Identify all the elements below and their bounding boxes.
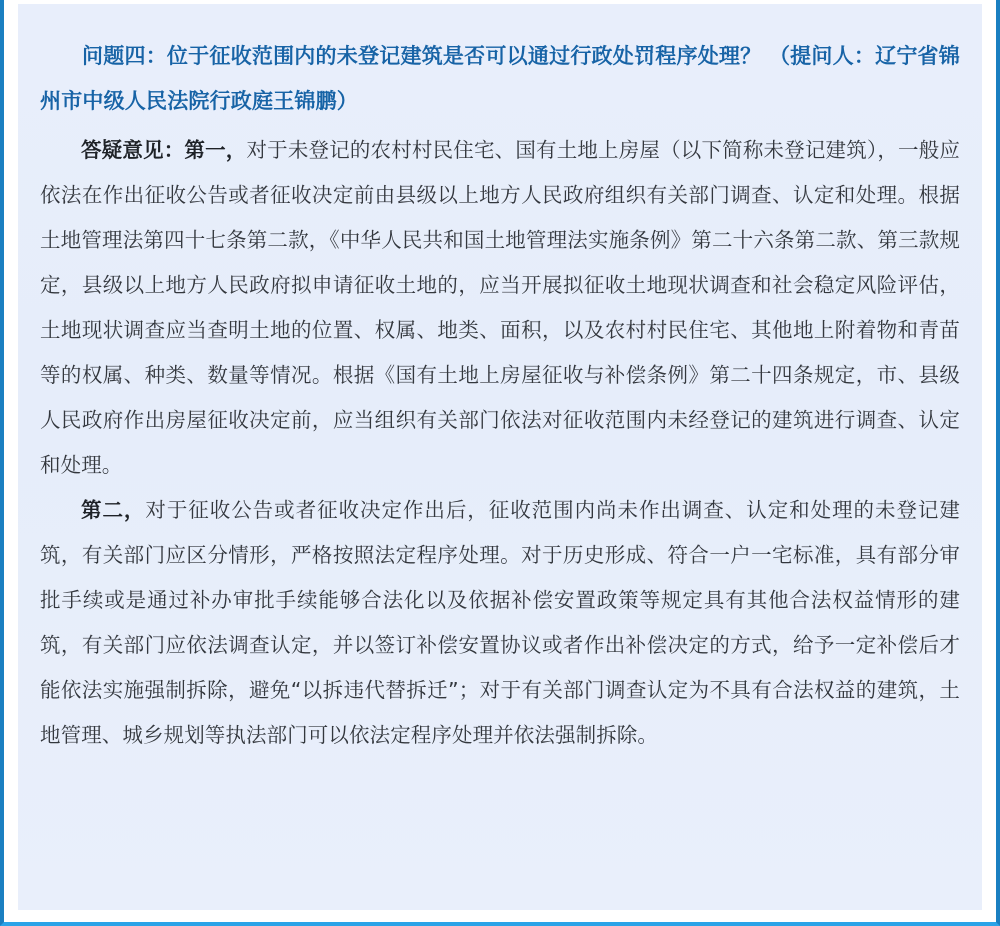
answer-paragraph-second xyxy=(40,488,960,758)
document-body xyxy=(18,4,982,768)
document-paper xyxy=(18,4,982,910)
question-heading: 问题四：位于征收范围内的未登记建筑是否可以通过行政处罚程序处理？ （提问人：辽宁省锦州市中级人民法院行政庭王锦鹏） xyxy=(40,44,960,113)
answer-paragraph-first-lead: 答疑意见：第一， xyxy=(81,138,247,162)
answer-paragraph-second-lead: 第二， xyxy=(81,498,146,522)
answer-paragraph-first xyxy=(40,128,960,488)
answer-paragraph-first-text: 对于未登记的农村村民住宅、国有土地上房屋（以下简称未登记建筑），一般应依法在作出征收公告或者征收决定前由县级以上地方人民政府组织有关部门调查、认定和处理。根据土地管理法第四十七条第二款，《中华人民共和国土地管理法实施条例》第二十六条第二款、第三款规定，县级以上地方人民政府拟申请征收土地的，应当开展拟征收土地现状调查和社会稳定风险评估，土地现状调查应当查明土地的位置、权属、地类、面积，以及农村村民住宅、其他地上附着物和青苗等的权属、种类、数量等情况。根据《国有土地上房屋征收与补偿条例》第二十四条规定，市、县级人民政府作出房屋征收决定前，应当组织有关部门依法对征收范围内未经登记的建筑进行调查、认定和处理。 xyxy=(40,138,960,477)
answer-paragraph-second-text: 对于征收公告或者征收决定作出后，征收范围内尚未作出调查、认定和处理的未登记建筑，有关部门应区分情形，严格按照法定程序处理。对于历史形成、符合一户一宅标准，具有部分审批手续或是通过补办审批手续能够合法化以及依据补偿安置政策等规定具有其他合法权益情形的建筑，有关部门应依法调查认定，并以签订补偿安置协议或者作出补偿决定的方式，给予一定补偿后才能依法实施强制拆除，避免“以拆违代替拆迁”；对于有关部门调查认定为不具有合法权益的建筑，土地管理、城乡规划等执法部门可以依法定程序处理并依法强制拆除。 xyxy=(40,498,960,747)
